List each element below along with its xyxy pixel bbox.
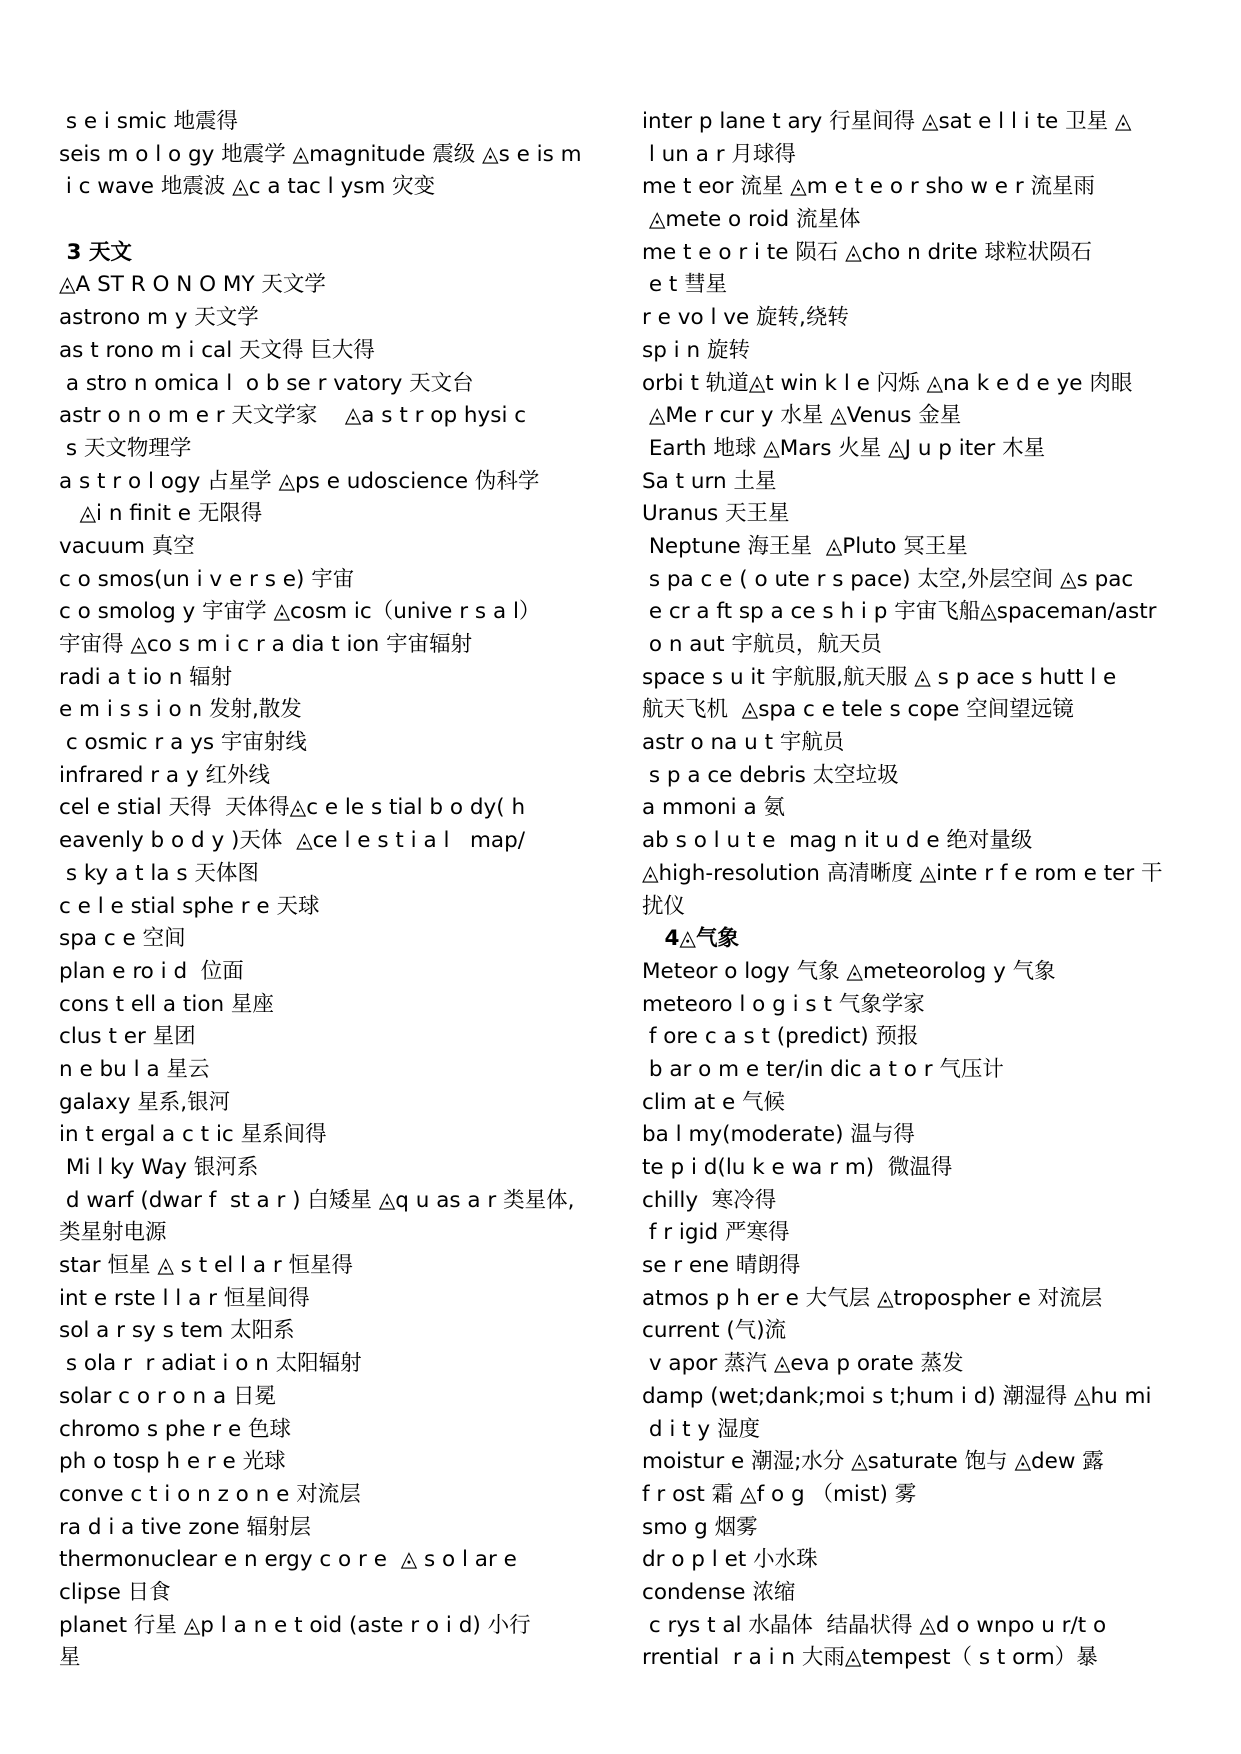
left-column-line: ◬i n finit e 无限得 [59, 501, 263, 527]
right-column-line: Sa t urn 土星 [642, 468, 777, 494]
left-column-line: chromo s phe r e 色球 [59, 1416, 292, 1442]
right-column-line: s p a ce debris 太空垃圾 [642, 762, 899, 788]
left-column-line: vacuum 真空 [59, 533, 195, 559]
right-column-line: ba l my(moderate) 温与得 [642, 1122, 915, 1148]
right-column-line: orbi t 轨道◬t win k l e 闪烁 ◬na k e d e ye 肉眼 [642, 370, 1133, 396]
right-column-line: astr o na u t 宇航员 [642, 730, 845, 756]
right-column-line: chilly 寒冷得 [642, 1187, 777, 1213]
left-column-line: conve c t i o n z o n e 对流层 [59, 1481, 361, 1507]
left-column-line: Mi l ky Way 银河系 [59, 1155, 259, 1180]
right-column-line: meteoro l o g i s t 气象学家 [642, 991, 925, 1017]
left-column-line: s e i smic 地震得 [59, 109, 239, 134]
right-column-line: space s u it 宇航服,航天服 ◬ s p ace s hutt l e [642, 664, 1117, 690]
left-column-line: d warf (dwar f st a r ) 白矮星 ◬q u as a r 类星体, [59, 1187, 575, 1213]
left-column-line [59, 204, 614, 237]
left-column-line: astrono m y 天文学 [59, 305, 259, 331]
left-column-line: clipse 日食 [59, 1579, 171, 1605]
right-column-line: clim at e 气候 [642, 1089, 786, 1115]
left-column-line: star 恒星 ◬ s t el l a r 恒星得 [59, 1253, 354, 1279]
right-column-line: Meteor o logy 气象 ◬meteorolog y 气象 [642, 958, 1056, 984]
left-column-line: c o smolog y 宇宙学 ◬cosm ic（unive r s a l） [59, 599, 541, 625]
left-column-line: 3 天文 [59, 239, 132, 265]
right-column-line: current (气)流 [642, 1318, 787, 1344]
right-column [642, 106, 1197, 1675]
left-column-line: a s t r o l ogy 占星学 ◬ps e udoscience 伪科学 [59, 468, 540, 494]
left-column-line: a stro n omica l o b se r vatory 天文台 [59, 370, 474, 396]
right-column-line: s pa c e ( o ute r s pace) 太空,外层空间 ◬s pac [642, 566, 1134, 592]
right-column-line: ◬high-resolution 高清晰度 ◬inte r f e rom e ter 干 [642, 860, 1163, 886]
left-column-line: infrared r a y 红外线 [59, 762, 271, 788]
left-column-line: planet 行星 ◬p l a n e t oid (aste r o i d) 小行 [59, 1612, 531, 1638]
right-column-line: f ore c a s t (predict) 预报 [642, 1024, 919, 1050]
right-column-line: ab s o l u t e mag n it u d e 绝对量级 [642, 828, 1033, 854]
right-column-line: Neptune 海王星 ◬Pluto 冥王星 [642, 533, 968, 559]
right-column-line: r e vo l ve 旋转,绕转 [642, 305, 849, 331]
right-column-line: f r ost 霜 ◬f o g （mist) 雾 [642, 1481, 917, 1507]
left-column-line: n e bu l a 星云 [59, 1056, 210, 1082]
right-column-line: e t 彗星 [642, 272, 728, 298]
right-column-line: 航天飞机 ◬spa c e tele s cope 空间望远镜 [642, 697, 1074, 723]
left-column-line: cel e stial 天得 天体得◬c e le s tial b o dy( h [59, 795, 526, 821]
right-column-line: d i t y 湿度 [642, 1416, 760, 1442]
left-column-line: c e l e stial sphe r e 天球 [59, 893, 320, 919]
left-column-line: s ola r r adiat i o n 太阳辐射 [59, 1351, 362, 1377]
right-column-line: 4◬气象 [642, 926, 739, 952]
left-column-line: astr o n o m e r 天文学家 ◬a s t r op hysi c [59, 403, 527, 429]
left-column-line: i c wave 地震波 ◬c a tac l ysm 灾变 [59, 174, 436, 200]
left-column-line: ra d i a tive zone 辐射层 [59, 1514, 311, 1540]
left-column-line: c o smos(un i v e r s e) 宇宙 [59, 566, 355, 592]
left-column-line: e m i s s i o n 发射,散发 [59, 697, 302, 723]
left-column [59, 106, 614, 1675]
left-column-line: s ky a t la s 天体图 [59, 860, 259, 886]
right-column-line: sp i n 旋转 [642, 337, 750, 363]
right-column-line: f r igid 严寒得 [642, 1220, 790, 1246]
right-column-line: ◬Me r cur y 水星 ◬Venus 金星 [642, 403, 962, 429]
right-column-line: c rys t al 水晶体 结晶状得 ◬d o wnpo u r/t o [642, 1612, 1107, 1638]
right-column-line: Earth 地球 ◬Mars 火星 ◬J u p iter 木星 [642, 435, 1046, 461]
left-column-line: radi a t io n 辐射 [59, 664, 233, 690]
right-column-line: moistur e 潮湿;水分 ◬saturate 饱与 ◬dew 露 [642, 1449, 1104, 1475]
right-column-line: o n aut 宇航员，航天员 [642, 632, 882, 657]
right-column-line: e cr a ft sp a ce s h i p 宇宙飞船◬spaceman/astr [642, 599, 1157, 625]
left-column-line: c osmic r a ys 宇宙射线 [59, 730, 307, 756]
left-column-line: galaxy 星系,银河 [59, 1089, 231, 1115]
left-column-line: 星 [59, 1645, 81, 1671]
left-column-line: solar c o r o n a 日冕 [59, 1383, 276, 1409]
left-column-line: int e rste l l a r 恒星间得 [59, 1285, 310, 1311]
left-column-line: ph o tosp h e r e 光球 [59, 1449, 286, 1475]
left-column-line: eavenly b o d y )天体 ◬ce l e s t i a l map/ [59, 828, 525, 854]
right-column-line: rrential r a i n 大雨◬tempest（ s t orm）暴 [642, 1645, 1098, 1671]
left-column-line: thermonuclear e n ergy c o r e ◬ s o l ar e [59, 1547, 517, 1573]
left-column-line: as t rono m i cal 天文得 巨大得 [59, 337, 375, 363]
left-column-line: plan e ro i d 位面 [59, 958, 244, 984]
right-column-line: inter p lane t ary 行星间得 ◬sat e l l i te 卫星 ◬ [642, 109, 1132, 134]
right-column-line: atmos p h er e 大气层 ◬tropospher e 对流层 [642, 1285, 1103, 1311]
left-column-line: spa c e 空间 [59, 926, 186, 952]
left-column-line: seis m o l o gy 地震学 ◬magnitude 震级 ◬s e is m [59, 141, 582, 167]
left-column-line: in t ergal a c t ic 星系间得 [59, 1122, 327, 1148]
right-column-line: dr o p l et 小水珠 [642, 1547, 818, 1573]
left-column-line: clus t er 星团 [59, 1024, 196, 1050]
right-column-line: b ar o m e ter/in dic a t o r 气压计 [642, 1056, 1004, 1082]
left-column-line: 宇宙得 ◬co s m i c r a dia t ion 宇宙辐射 [59, 632, 473, 657]
right-column-line: se r ene 晴朗得 [642, 1253, 801, 1279]
right-column-line: smo g 烟雾 [642, 1514, 758, 1540]
right-column-line: Uranus 天王星 [642, 501, 790, 527]
left-column-line: 类星射电源 [59, 1220, 167, 1246]
left-column-line: s 天文物理学 [59, 435, 192, 461]
right-column-line: condense 浓缩 [642, 1579, 796, 1605]
left-column-line: cons t ell a tion 星座 [59, 991, 274, 1017]
left-column-line: sol a r sy s tem 太阳系 [59, 1318, 295, 1344]
right-column-line: 扰仪 [642, 893, 686, 919]
right-column-line: te p i d(lu k e wa r m) 微温得 [642, 1155, 953, 1180]
right-column-line: l un a r 月球得 [642, 141, 796, 167]
right-column-line: me t eor 流星 ◬m e t e o r sho w e r 流星雨 [642, 174, 1095, 200]
right-column-line: ◬mete o roid 流星体 [642, 207, 861, 233]
right-column-line: damp (wet;dank;moi s t;hum i d) 潮湿得 ◬hu mi [642, 1383, 1152, 1409]
right-column-line: a mmoni a 氨 [642, 795, 785, 821]
left-column-line: ◬A ST R O N O MY 天文学 [59, 272, 326, 298]
right-column-line: me t e o r i te 陨石 ◬cho n drite 球粒状陨石 [642, 239, 1093, 265]
right-column-line: v apor 蒸汽 ◬eva p orate 蒸发 [642, 1351, 964, 1377]
